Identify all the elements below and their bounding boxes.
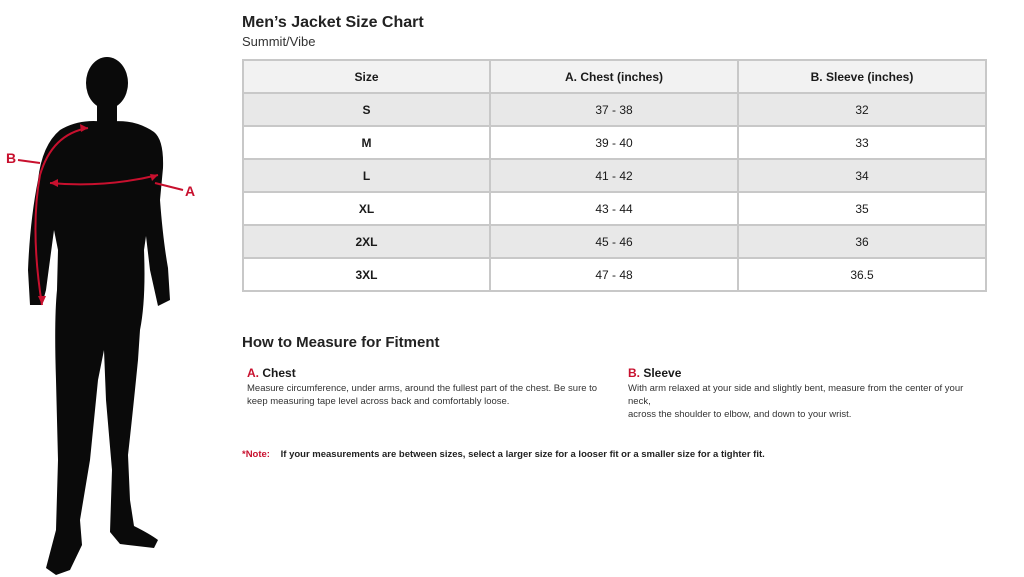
sleeve-cell: 34 (738, 159, 986, 192)
table-row (243, 93, 986, 126)
chest-measure-section (247, 366, 607, 408)
note-label: *Note: (242, 449, 270, 460)
column-header-chest: A. Chest (inches) (490, 60, 738, 93)
table-row (243, 192, 986, 225)
sleeve-measure-description (628, 382, 988, 421)
size-cell: XL (243, 192, 490, 225)
sleeve-leader-line (18, 160, 40, 163)
chest-desc-line: keep measuring tape level across back and comfortably loose. (247, 396, 510, 407)
table-header-row (243, 60, 986, 93)
size-cell: S (243, 93, 490, 126)
chest-cell: 45 - 46 (490, 225, 738, 258)
sleeve-marker-label: B (6, 150, 17, 166)
how-to-measure-heading: How to Measure for Fitment (242, 334, 440, 351)
sleeve-cell: 33 (738, 126, 986, 159)
fitment-note (242, 449, 765, 460)
sleeve-cell: 35 (738, 192, 986, 225)
sleeve-desc-line: With arm relaxed at your side and slightly bent, measure from the center of your neck, (628, 383, 964, 407)
chest-cell: 39 - 40 (490, 126, 738, 159)
size-chart-table (242, 59, 987, 292)
sleeve-letter: B. (628, 366, 640, 380)
sleeve-measure-section (628, 366, 988, 421)
size-cell: 2XL (243, 225, 490, 258)
sleeve-label: Sleeve (643, 366, 682, 380)
column-header-size: Size (243, 60, 490, 93)
chest-label: Chest (262, 366, 296, 380)
chest-cell: 41 - 42 (490, 159, 738, 192)
sleeve-cell: 32 (738, 93, 986, 126)
table-row (243, 159, 986, 192)
chest-cell: 43 - 44 (490, 192, 738, 225)
page-subtitle: Summit/Vibe (242, 34, 316, 49)
sleeve-desc-line: across the shoulder to elbow, and down to your wrist. (628, 409, 852, 420)
sleeve-cell: 36.5 (738, 258, 986, 291)
chest-cell: 47 - 48 (490, 258, 738, 291)
body-silhouette-figure (0, 40, 230, 577)
chest-cell: 37 - 38 (490, 93, 738, 126)
sleeve-cell: 36 (738, 225, 986, 258)
chest-desc-line: Measure circumference, under arms, around the fullest part of the chest. Be sure to (247, 383, 598, 394)
chest-measure-heading (247, 366, 607, 380)
chest-letter: A. (247, 366, 259, 380)
page-title: Men’s Jacket Size Chart (242, 14, 424, 31)
size-cell: L (243, 159, 490, 192)
table-row (243, 258, 986, 291)
sleeve-measure-heading (628, 366, 988, 380)
size-cell: 3XL (243, 258, 490, 291)
column-header-sleeve: B. Sleeve (inches) (738, 60, 986, 93)
table-row (243, 225, 986, 258)
table-row (243, 126, 986, 159)
silhouette (28, 57, 170, 575)
note-text: If your measurements are between sizes, select a larger size for a looser fit or a smaller size for a tighter fit. (280, 449, 765, 460)
size-cell: M (243, 126, 490, 159)
chest-marker-label: A (185, 183, 196, 199)
chest-measure-description (247, 382, 607, 408)
